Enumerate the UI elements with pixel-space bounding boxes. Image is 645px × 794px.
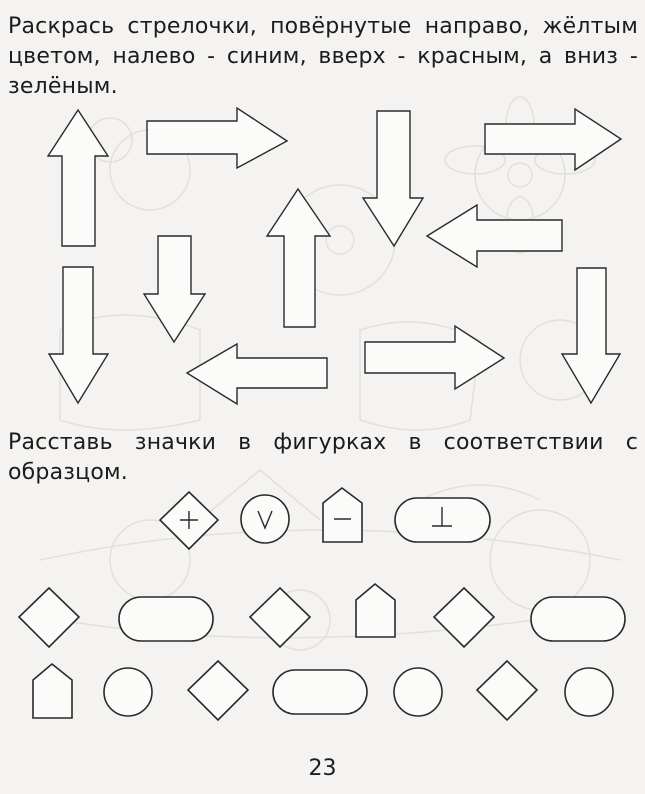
task-capsule[interactable] [119,597,213,641]
task-diamond[interactable] [188,661,248,720]
sample-house-minus [323,488,362,542]
task-circle[interactable] [104,668,152,716]
task-house[interactable] [33,664,72,718]
task-house[interactable] [356,584,395,637]
task-diamond[interactable] [477,661,537,720]
sample-diamond-plus [160,492,218,549]
task-capsule[interactable] [531,597,625,641]
signs-instruction: Расставь значки в фигурках в соответствии с образцом. [8,430,638,485]
task-diamond[interactable] [434,588,494,647]
sample-circle-v [241,495,289,543]
arrows-instruction: Раскрась стрелочки, повёрнутые направо, жёлтым цветом, налево - синим, вверх - красным, а вниз - зелёным. [8,14,638,99]
page-number: 23 [308,756,337,781]
task-circle[interactable] [394,668,442,716]
task-circle[interactable] [565,668,613,716]
task-diamond[interactable] [250,588,310,647]
sample-capsule-perp [395,498,490,542]
task-capsule[interactable] [273,670,367,714]
task-diamond[interactable] [19,588,79,647]
